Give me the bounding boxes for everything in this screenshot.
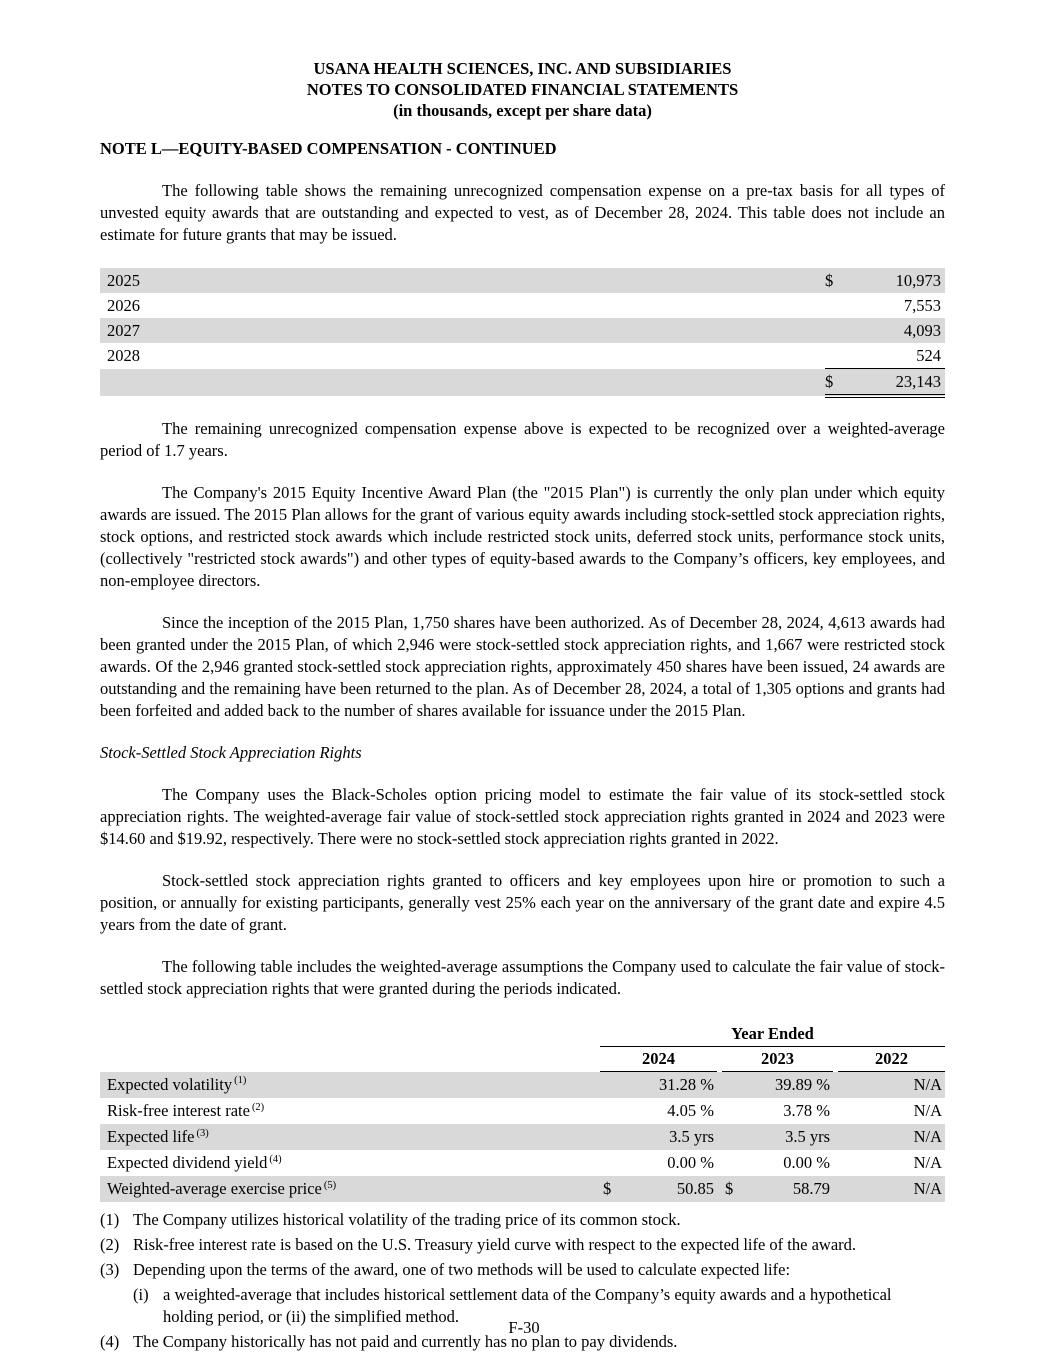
currency-cell [825,318,851,343]
column-header-2023: 2023 [722,1047,833,1072]
value-cell-2023: 58.79 [792,1179,830,1198]
footnote-text: The Company utilizes historical volatility of the trading price of its common stock. [133,1210,681,1229]
paragraph-black-scholes: The Company uses the Black-Scholes option pricing model to estimate the fair value of its stock-settled stock appreciation rights. The weighted-average fair value of stock-settled stock appreciation rights granted in 2024 and 2023 were $14.60 and $19.92, respectively. There were no stock-settled stock appreciation rights granted in 2022. [100,785,945,848]
value-cell-2024: 50.85 [676,1179,714,1198]
currency-cell [722,1098,748,1124]
amount-cell: 7,553 [903,295,941,315]
column-header-2024: 2024 [600,1047,717,1072]
page-number: F-30 [508,1318,540,1337]
value-cell-2024: 3.5 yrs [669,1127,714,1146]
paragraph-2015-plan: The Company's 2015 Equity Incentive Award Plan (the "2015 Plan") is currently the only plan under which equity awards are issued. The 2015 Plan allows for the grant of various equity awards including stock-settled stock appreciation rights, stock options, and restricted stock awards which include restricted stock units, deferred stock units, performance stock units, (collectively "restricted stock awards") and other types of equity-based awards to the Company’s officers, key employees, and non-employee directors. [100,483,945,590]
footnote-ref: (1) [234,1075,247,1087]
footnote-marker: (i) [133,1285,149,1304]
footnote-text: a weighted-average that includes historical settlement data of the Company’s equity awards and a hypothetical holding period, or (ii) the simplified method. [163,1285,892,1326]
section-heading-sars: Stock-Settled Stock Appreciation Rights [100,743,362,762]
currency-cell: $ [725,1179,734,1198]
assumptions-table [100,1022,945,1202]
currency-cell: $ [825,270,834,290]
total-row [100,369,945,397]
value-cell-2023: 39.89 % [775,1075,830,1094]
row-label [100,1176,600,1202]
note-heading: NOTE L—EQUITY-BASED COMPENSATION - CONTINUED [100,139,557,158]
table-row [100,1072,945,1099]
table-row [100,1176,945,1202]
currency-cell [600,1150,626,1176]
unrecognized-expense-table [100,268,945,398]
value-cell-2022: N/A [913,1127,942,1146]
currency-cell [600,1098,626,1124]
currency-cell [825,343,851,369]
value-cell-2022: N/A [913,1153,942,1172]
group-header-row [100,1022,945,1047]
table-row [100,268,945,293]
currency-cell [722,1124,748,1150]
value-cell-2023: 0.00 % [783,1153,830,1172]
value-cell-2023: 3.78 % [783,1101,830,1120]
table-row [100,1124,945,1150]
total-amount-cell: 23,143 [851,369,945,397]
units-note: (in thousands, except per share data) [393,101,652,120]
amount-cell: 524 [916,345,941,365]
currency-cell [722,1072,748,1099]
year-cell: 2025 [107,270,140,290]
amount-cell: 10,973 [895,270,941,290]
table-row [100,293,945,318]
row-label-text: Expected dividend yield [107,1153,268,1172]
row-label-text: Expected life [107,1127,195,1146]
empty-cell [100,1022,600,1047]
document-header [100,58,945,121]
footnote-text: Depending upon the terms of the award, one of two methods will be used to calculate expected life: [133,1260,791,1279]
table-row [100,1150,945,1176]
column-header-2022: 2022 [838,1047,945,1072]
paragraph-unrecognized-expense: The following table shows the remaining unrecognized compensation expense on a pre-tax basis for all types of unvested equity awards that are outstanding and expected to vest, as of December 28, 2024. This table does not include an estimate for future grants that may be issued. [100,181,945,244]
value-cell-2024: 4.05 % [667,1101,714,1120]
group-header-year-ended: Year Ended [600,1022,945,1047]
footnote-marker: (3) [100,1260,120,1279]
table-row [100,343,945,369]
year-cell: 2027 [107,320,140,340]
row-label-text: Expected volatility [107,1074,233,1094]
footnote-ref: (2) [251,1101,265,1113]
currency-cell [722,1150,748,1176]
footnote-marker: (2) [100,1235,120,1254]
year-cell: 2026 [107,295,140,315]
value-cell-2023: 3.5 yrs [785,1127,830,1146]
empty-cell [100,1047,600,1072]
currency-cell: $ [603,1179,612,1198]
row-label [100,1072,600,1099]
row-label-text: Risk-free interest rate [107,1101,250,1120]
paragraph-assumptions-intro: The following table includes the weighted-average assumptions the Company used to calculate the fair value of stock-settled stock appreciation rights that were granted during the periods indicated. [100,957,945,998]
footnote-item [100,1259,945,1281]
currency-cell: $ [825,369,851,397]
row-label-text: Weighted-average exercise price [107,1179,322,1198]
document-title: NOTES TO CONSOLIDATED FINANCIAL STATEMENTS [306,80,739,99]
footnote-marker: (1) [100,1210,120,1229]
value-cell-2022: N/A [913,1179,942,1198]
footnote-text: The Company historically has not paid and currently has no plan to pay dividends. [133,1332,678,1351]
footnote-ref: (3) [196,1127,209,1139]
currency-cell [600,1124,626,1150]
paragraph-weighted-average-period: The remaining unrecognized compensation expense above is expected to be recognized over a weighted-average period of 1.7 years. [100,419,945,460]
value-cell-2024: 0.00 % [667,1153,714,1172]
value-cell-2024: 31.28 % [659,1075,714,1094]
footnote-ref: (5) [323,1179,337,1191]
value-cell-2022: N/A [913,1101,942,1120]
company-name: USANA HEALTH SCIENCES, INC. AND SUBSIDIARIES [313,59,732,78]
table-row [100,1098,945,1124]
currency-cell [600,1072,626,1099]
year-cell: 2028 [107,345,140,365]
row-label [100,1124,600,1150]
value-cell-2022: N/A [913,1075,942,1094]
empty-cell [100,369,825,397]
currency-cell [825,293,851,318]
amount-cell: 4,093 [903,320,941,340]
footnote-item [100,1234,945,1256]
footnote-marker: (4) [100,1332,120,1351]
paragraph-vesting: Stock-settled stock appreciation rights granted to officers and key employees upon hire or promotion to such a position, or annually for existing participants, generally vest 25% each year on the anniversary of the grant date and expire 4.5 years from the date of grant. [100,871,945,934]
paragraph-plan-inception: Since the inception of the 2015 Plan, 1,750 shares have been authorized. As of December 28, 2024, 4,613 awards had been granted under the 2015 Plan, of which 2,946 were stock-settled stock appreciation rights, and 1,667 were restricted stock awards. Of the 2,946 granted stock-settled stock appreciation rights, approximately 450 shares have been issued, 24 awards are outstanding and the remaining have been returned to the plan. As of December 28, 2024, a total of 1,305 options and grants had been forfeited and added back to the number of shares available for issuance under the 2015 Plan. [100,613,945,720]
table-row [100,318,945,343]
row-label [100,1098,600,1124]
row-label [100,1150,600,1176]
footnote-ref: (4) [269,1153,282,1165]
column-header-row [100,1047,945,1072]
footnote-text: Risk-free interest rate is based on the U.S. Treasury yield curve with respect to the expected life of the award. [133,1235,857,1254]
footnote-item [100,1209,945,1231]
